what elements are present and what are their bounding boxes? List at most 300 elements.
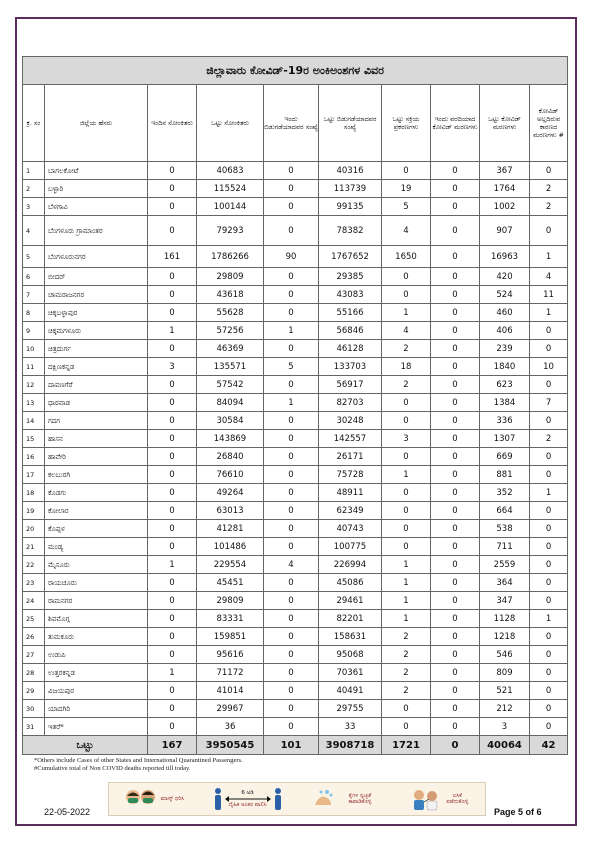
cell-today-discharged: 0 xyxy=(264,180,319,198)
cell-serial: 19 xyxy=(23,502,45,520)
cell-total-discharged: 40491 xyxy=(319,682,382,700)
mask-face-icon xyxy=(124,787,158,811)
cell-non-covid-deaths: 1 xyxy=(530,484,568,502)
table-row xyxy=(23,592,568,610)
cell-today-infected: 1 xyxy=(148,664,197,682)
cell-non-covid-deaths: 0 xyxy=(530,448,568,466)
cell-total-deaths: 881 xyxy=(480,466,530,484)
cell-non-covid-deaths: 0 xyxy=(530,574,568,592)
cell-today-discharged: 0 xyxy=(264,340,319,358)
cell-today-deaths: 0 xyxy=(431,268,480,286)
header-total-discharged: ಒಟ್ಟು ಬಿಡುಗಡೆಯಾದವರ ಸಂಖ್ಯೆ xyxy=(319,85,382,162)
table-row xyxy=(23,628,568,646)
cell-serial: 5 xyxy=(23,246,45,268)
header-today-infected: ಇಂದಿನ ಸೋಂಕಿತರು xyxy=(148,85,197,162)
cell-district: ಬಳ್ಳಾರಿ xyxy=(45,180,148,198)
cell-today-discharged: 0 xyxy=(264,430,319,448)
cell-today-discharged: 0 xyxy=(264,412,319,430)
cell-total-deaths: 212 xyxy=(480,700,530,718)
cell-non-covid-deaths: 1 xyxy=(530,246,568,268)
cell-today-deaths: 0 xyxy=(431,520,480,538)
table-row xyxy=(23,484,568,502)
cell-active-cases: 18 xyxy=(382,358,431,376)
cell-today-infected: 0 xyxy=(148,286,197,304)
total-row xyxy=(23,736,568,755)
cell-total-infected: 29967 xyxy=(197,700,264,718)
cell-total-deaths: 239 xyxy=(480,340,530,358)
cell-total-infected: 41281 xyxy=(197,520,264,538)
cell-district: ರಾಯಚೂರು xyxy=(45,574,148,592)
cell-active-cases: 1650 xyxy=(382,246,431,268)
cell-serial: 14 xyxy=(23,412,45,430)
cell-today-deaths: 0 xyxy=(431,664,480,682)
cell-total-deaths: 2559 xyxy=(480,556,530,574)
cell-today-infected: 0 xyxy=(148,340,197,358)
banner-hygiene xyxy=(311,787,382,811)
cell-today-infected: 0 xyxy=(148,718,197,736)
cell-active-cases: 1 xyxy=(382,466,431,484)
cell-total-deaths: 538 xyxy=(480,520,530,538)
page-indicator xyxy=(494,807,542,817)
cell-today-discharged: 0 xyxy=(264,216,319,246)
cell-active-cases: 1 xyxy=(382,610,431,628)
cell-total-discharged: 226994 xyxy=(319,556,382,574)
cell-district: ಚಿತ್ರದುರ್ಗ xyxy=(45,340,148,358)
table-row xyxy=(23,700,568,718)
cell-district: ಕಲಬುರಗಿ xyxy=(45,466,148,484)
cell-today-discharged: 0 xyxy=(264,700,319,718)
cell-today-deaths: 0 xyxy=(431,574,480,592)
cell-today-infected: 0 xyxy=(148,646,197,664)
cell-total-infected: 100144 xyxy=(197,198,264,216)
page-separator: of xyxy=(523,807,537,817)
cell-active-cases: 0 xyxy=(382,394,431,412)
cell-today-discharged: 0 xyxy=(264,592,319,610)
cell-today-infected: 0 xyxy=(148,538,197,556)
cell-active-cases: 1 xyxy=(382,304,431,322)
cell-today-deaths: 0 xyxy=(431,246,480,268)
cell-district: ಬೆಂಗಳೂರು ಗ್ರಾಮಾಂತರ xyxy=(45,216,148,246)
cell-active-cases: 2 xyxy=(382,376,431,394)
cell-today-discharged: 0 xyxy=(264,664,319,682)
cell-serial: 31 xyxy=(23,718,45,736)
page-prefix: Page xyxy=(494,807,519,817)
table-row xyxy=(23,268,568,286)
cell-serial: 23 xyxy=(23,574,45,592)
header-serial: ಕ್ರ. ಸಂ xyxy=(23,85,45,162)
cell-active-cases: 1 xyxy=(382,574,431,592)
cell-total-deaths: 336 xyxy=(480,412,530,430)
cell-today-discharged: 0 xyxy=(264,466,319,484)
table-row xyxy=(23,162,568,180)
table-row xyxy=(23,718,568,736)
cell-district: ಯಾದಗಿರಿ xyxy=(45,700,148,718)
cell-total-infected: 71172 xyxy=(197,664,264,682)
banner-vaccine xyxy=(411,787,470,811)
cell-district: ಹಾವೇರಿ xyxy=(45,448,148,466)
cell-total-discharged: 55166 xyxy=(319,304,382,322)
cell-total-infected: 101486 xyxy=(197,538,264,556)
cell-active-cases: 0 xyxy=(382,286,431,304)
cell-district: ಗದಗ xyxy=(45,412,148,430)
cell-non-covid-deaths: 0 xyxy=(530,556,568,574)
cell-today-deaths: 0 xyxy=(431,556,480,574)
cell-district: ಚಿಕ್ಕಮಗಳೂರು xyxy=(45,322,148,340)
cell-district: ಹಾಸನ xyxy=(45,430,148,448)
cell-serial: 7 xyxy=(23,286,45,304)
cell-today-deaths: 0 xyxy=(431,448,480,466)
table-row xyxy=(23,180,568,198)
cell-today-discharged: 0 xyxy=(264,538,319,556)
covid-district-table-wrapper xyxy=(22,56,567,755)
cell-today-discharged: 1 xyxy=(264,322,319,340)
cell-non-covid-deaths: 0 xyxy=(530,502,568,520)
cell-non-covid-deaths: 1 xyxy=(530,304,568,322)
cell-today-deaths: 0 xyxy=(431,628,480,646)
cell-total-discharged: 26171 xyxy=(319,448,382,466)
cell-district: ರಾಮನಗರ xyxy=(45,592,148,610)
cell-total-infected: 63013 xyxy=(197,502,264,520)
table-row xyxy=(23,520,568,538)
cell-total-infected: 115524 xyxy=(197,180,264,198)
table-row xyxy=(23,340,568,358)
cell-today-infected: 0 xyxy=(148,180,197,198)
cell-total-deaths: 352 xyxy=(480,484,530,502)
cell-total-infected: 79293 xyxy=(197,216,264,246)
cell-total-deaths: 1128 xyxy=(480,610,530,628)
header-total-infected: ಒಟ್ಟು ಸೋಂಕಿತರು xyxy=(197,85,264,162)
cell-serial: 4 xyxy=(23,216,45,246)
cell-today-infected: 0 xyxy=(148,216,197,246)
cell-today-deaths: 0 xyxy=(431,502,480,520)
report-date: 22-05-2022 xyxy=(44,807,91,817)
cell-total-discharged: 40743 xyxy=(319,520,382,538)
cell-today-discharged: 0 xyxy=(264,682,319,700)
cell-total-discharged: 30248 xyxy=(319,412,382,430)
cell-today-infected: 0 xyxy=(148,268,197,286)
cell-total-deaths: 406 xyxy=(480,322,530,340)
cell-total-discharged: 95068 xyxy=(319,646,382,664)
cell-total-infected: 159851 xyxy=(197,628,264,646)
cell-today-infected: 0 xyxy=(148,682,197,700)
cell-today-deaths: 0 xyxy=(431,340,480,358)
cell-district: ಧಾರವಾಡ xyxy=(45,394,148,412)
cell-today-deaths: 0 xyxy=(431,216,480,246)
cell-non-covid-deaths: 0 xyxy=(530,664,568,682)
cell-serial: 13 xyxy=(23,394,45,412)
cell-active-cases: 0 xyxy=(382,162,431,180)
cell-active-cases: 5 xyxy=(382,198,431,216)
cell-active-cases: 0 xyxy=(382,412,431,430)
table-row xyxy=(23,610,568,628)
distance-label: 6 ಅಡಿ xyxy=(241,790,254,796)
cell-total-discharged: 48911 xyxy=(319,484,382,502)
cell-non-covid-deaths: 0 xyxy=(530,520,568,538)
cell-total-deaths: 524 xyxy=(480,286,530,304)
covid-district-table xyxy=(22,56,568,755)
cell-today-deaths: 0 xyxy=(431,162,480,180)
cell-district: ಉತ್ತರಕನ್ನಡ xyxy=(45,664,148,682)
table-row xyxy=(23,646,568,664)
cell-total-discharged: 82201 xyxy=(319,610,382,628)
cell-total-infected: 45451 xyxy=(197,574,264,592)
cell-total-deaths: 669 xyxy=(480,448,530,466)
cell-today-infected: 0 xyxy=(148,610,197,628)
hygiene-label: ಕೈಗಳ ಸ್ವಚ್ಛತೆ ಕಾಪಾಡಿಕೊಳ್ಳಿ xyxy=(348,793,372,805)
cell-today-discharged: 0 xyxy=(264,162,319,180)
cell-today-deaths: 0 xyxy=(431,538,480,556)
cell-total-discharged: 56917 xyxy=(319,376,382,394)
cell-total-infected: 29809 xyxy=(197,268,264,286)
cell-today-infected: 3 xyxy=(148,358,197,376)
cell-active-cases: 0 xyxy=(382,268,431,286)
cell-non-covid-deaths: 0 xyxy=(530,322,568,340)
cell-active-cases: 3 xyxy=(382,430,431,448)
cell-serial: 11 xyxy=(23,358,45,376)
cell-non-covid-deaths: 0 xyxy=(530,538,568,556)
cell-district: ಚಿಕ್ಕಬಳ್ಳಾಪುರ xyxy=(45,304,148,322)
cell-active-cases: 4 xyxy=(382,216,431,246)
cell-today-discharged: 5 xyxy=(264,358,319,376)
cell-non-covid-deaths: 0 xyxy=(530,412,568,430)
page-total: 6 xyxy=(536,807,542,817)
cell-total-discharged: 62349 xyxy=(319,502,382,520)
cell-today-deaths: 0 xyxy=(431,484,480,502)
cell-total-deaths: 460 xyxy=(480,304,530,322)
cell-non-covid-deaths: 0 xyxy=(530,466,568,484)
person-icon xyxy=(214,787,222,811)
cell-active-cases: 0 xyxy=(382,502,431,520)
footnote-others: *Others include Cases of other States and International Quarantined Passengers. xyxy=(34,757,243,764)
cell-district: ಬೆಂಗಳೂರುನಗರ xyxy=(45,246,148,268)
cell-total-deaths: 809 xyxy=(480,664,530,682)
header-row xyxy=(23,85,568,162)
cell-total-deaths: 546 xyxy=(480,646,530,664)
cell-serial: 25 xyxy=(23,610,45,628)
header-non-covid-deaths: ಕೋವಿಡ್ ಅಲ್ಲದಿರುವ ಕಾರಣದ ಮರಣಗಳು # xyxy=(530,85,568,162)
cell-serial: 6 xyxy=(23,268,45,286)
cell-today-infected: 0 xyxy=(148,162,197,180)
cell-total-infected: 229554 xyxy=(197,556,264,574)
table-row xyxy=(23,376,568,394)
table-title: ಜಿಲ್ಲಾವಾರು ಕೋವಿಡ್-19ರ ಅಂಕಿಅಂಶಗಳ ವಿವರ xyxy=(23,57,568,85)
cell-non-covid-deaths: 10 xyxy=(530,358,568,376)
table-row xyxy=(23,664,568,682)
cell-serial: 2 xyxy=(23,180,45,198)
cell-serial: 17 xyxy=(23,466,45,484)
cell-today-deaths: 0 xyxy=(431,198,480,216)
table-row xyxy=(23,412,568,430)
cell-total-infected: 135571 xyxy=(197,358,264,376)
cell-non-covid-deaths: 0 xyxy=(530,162,568,180)
cell-today-discharged: 0 xyxy=(264,198,319,216)
cell-today-discharged: 90 xyxy=(264,246,319,268)
page-current: 5 xyxy=(518,807,524,817)
cell-today-deaths: 0 xyxy=(431,304,480,322)
cell-total-discharged: 133703 xyxy=(319,358,382,376)
banner-distance xyxy=(214,787,282,811)
cell-today-deaths: 0 xyxy=(431,286,480,304)
cell-today-discharged: 0 xyxy=(264,304,319,322)
cell-serial: 16 xyxy=(23,448,45,466)
table-row xyxy=(23,502,568,520)
cell-non-covid-deaths: 4 xyxy=(530,268,568,286)
cell-today-infected: 0 xyxy=(148,592,197,610)
cell-non-covid-deaths: 0 xyxy=(530,718,568,736)
cell-today-infected: 0 xyxy=(148,430,197,448)
cell-district: ವಿಜಯಪುರ xyxy=(45,682,148,700)
cell-total-infected: 30584 xyxy=(197,412,264,430)
cell-serial: 20 xyxy=(23,520,45,538)
cell-district: ಬೀದರ್ xyxy=(45,268,148,286)
cell-total-discharged: 78382 xyxy=(319,216,382,246)
cell-total-deaths: 664 xyxy=(480,502,530,520)
cell-today-deaths: 0 xyxy=(431,412,480,430)
cell-district: ಕೊಡಗು xyxy=(45,484,148,502)
cell-active-cases: 0 xyxy=(382,718,431,736)
cell-total-discharged: 113739 xyxy=(319,180,382,198)
cell-district: ಶಿವಮೊಗ್ಗ xyxy=(45,610,148,628)
cell-total-deaths: 367 xyxy=(480,162,530,180)
cell-total-discharged: 158631 xyxy=(319,628,382,646)
total-label: ಒಟ್ಟು xyxy=(23,736,148,755)
total-cell: 3908718 xyxy=(319,736,382,755)
cell-non-covid-deaths: 7 xyxy=(530,394,568,412)
cell-total-deaths: 420 xyxy=(480,268,530,286)
cell-district: ಮಂಡ್ಯ xyxy=(45,538,148,556)
cell-today-infected: 1 xyxy=(148,322,197,340)
cell-today-infected: 0 xyxy=(148,376,197,394)
cell-total-deaths: 1002 xyxy=(480,198,530,216)
cell-serial: 9 xyxy=(23,322,45,340)
cell-non-covid-deaths: 0 xyxy=(530,646,568,664)
total-cell: 3950545 xyxy=(197,736,264,755)
cell-total-discharged: 1767652 xyxy=(319,246,382,268)
table-row xyxy=(23,538,568,556)
cell-district: ಇತರೆ* xyxy=(45,718,148,736)
cell-total-discharged: 43083 xyxy=(319,286,382,304)
cell-active-cases: 0 xyxy=(382,538,431,556)
cell-serial: 10 xyxy=(23,340,45,358)
cell-today-deaths: 0 xyxy=(431,700,480,718)
cell-today-deaths: 0 xyxy=(431,610,480,628)
table-row xyxy=(23,358,568,376)
cell-total-discharged: 82703 xyxy=(319,394,382,412)
table-row xyxy=(23,216,568,246)
table-body xyxy=(23,162,568,736)
total-cell: 42 xyxy=(530,736,568,755)
cell-today-deaths: 0 xyxy=(431,358,480,376)
total-cell: 101 xyxy=(264,736,319,755)
cell-total-discharged: 75728 xyxy=(319,466,382,484)
cell-today-deaths: 0 xyxy=(431,646,480,664)
cell-serial: 22 xyxy=(23,556,45,574)
cell-total-deaths: 1764 xyxy=(480,180,530,198)
cell-district: ಮೈಸೂರು xyxy=(45,556,148,574)
cell-total-deaths: 1218 xyxy=(480,628,530,646)
cell-district: ಬೆಳಗಾವಿ xyxy=(45,198,148,216)
table-row xyxy=(23,466,568,484)
cell-serial: 21 xyxy=(23,538,45,556)
table-row xyxy=(23,574,568,592)
header-district: ಜಿಲ್ಲೆಯ ಹೆಸರು xyxy=(45,85,148,162)
cell-today-infected: 0 xyxy=(148,448,197,466)
cell-total-deaths: 16963 xyxy=(480,246,530,268)
cell-today-infected: 0 xyxy=(148,520,197,538)
cell-today-discharged: 0 xyxy=(264,574,319,592)
cell-total-infected: 57542 xyxy=(197,376,264,394)
cell-today-deaths: 0 xyxy=(431,430,480,448)
total-cell: 40064 xyxy=(480,736,530,755)
cell-today-infected: 0 xyxy=(148,502,197,520)
cell-district: ಕೋಲಾರ xyxy=(45,502,148,520)
cell-total-deaths: 364 xyxy=(480,574,530,592)
distance-caption: ದೈಹಿಕ ಅಂತರ ಪಾಲಿಸಿ xyxy=(228,802,267,808)
cell-non-covid-deaths: 2 xyxy=(530,430,568,448)
cell-active-cases: 0 xyxy=(382,484,431,502)
table-row xyxy=(23,430,568,448)
cell-today-discharged: 0 xyxy=(264,718,319,736)
cell-today-discharged: 0 xyxy=(264,448,319,466)
cell-total-infected: 49264 xyxy=(197,484,264,502)
cell-today-discharged: 0 xyxy=(264,520,319,538)
cell-today-discharged: 1 xyxy=(264,394,319,412)
cell-total-deaths: 347 xyxy=(480,592,530,610)
cell-active-cases: 2 xyxy=(382,664,431,682)
cell-non-covid-deaths: 0 xyxy=(530,700,568,718)
cell-non-covid-deaths: 11 xyxy=(530,286,568,304)
cell-total-discharged: 99135 xyxy=(319,198,382,216)
cell-total-infected: 26840 xyxy=(197,448,264,466)
cell-non-covid-deaths: 0 xyxy=(530,592,568,610)
cell-serial: 8 xyxy=(23,304,45,322)
cell-non-covid-deaths: 0 xyxy=(530,682,568,700)
cell-total-infected: 57256 xyxy=(197,322,264,340)
cell-total-infected: 29809 xyxy=(197,592,264,610)
header-total-deaths: ಒಟ್ಟು ಕೋವಿಡ್ ಮರಣಗಳು xyxy=(480,85,530,162)
cell-district: ಚಾಮರಾಜನಗರ xyxy=(45,286,148,304)
cell-non-covid-deaths: 0 xyxy=(530,376,568,394)
cell-today-infected: 1 xyxy=(148,556,197,574)
cell-today-infected: 0 xyxy=(148,484,197,502)
cell-active-cases: 1 xyxy=(382,556,431,574)
cell-active-cases: 0 xyxy=(382,520,431,538)
cell-today-deaths: 0 xyxy=(431,394,480,412)
cell-total-infected: 95616 xyxy=(197,646,264,664)
cell-total-infected: 1786266 xyxy=(197,246,264,268)
table-row xyxy=(23,322,568,340)
cell-total-deaths: 907 xyxy=(480,216,530,246)
cell-today-discharged: 4 xyxy=(264,556,319,574)
hand-wash-icon xyxy=(311,787,335,811)
cell-today-infected: 0 xyxy=(148,394,197,412)
cell-today-discharged: 0 xyxy=(264,628,319,646)
cell-total-infected: 46369 xyxy=(197,340,264,358)
table-row xyxy=(23,246,568,268)
cell-non-covid-deaths: 2 xyxy=(530,198,568,216)
person-icon xyxy=(274,787,282,811)
cell-today-discharged: 0 xyxy=(264,268,319,286)
cell-total-deaths: 1840 xyxy=(480,358,530,376)
cell-total-infected: 55628 xyxy=(197,304,264,322)
table-row xyxy=(23,448,568,466)
cell-total-infected: 76610 xyxy=(197,466,264,484)
cell-total-infected: 41014 xyxy=(197,682,264,700)
cell-today-discharged: 0 xyxy=(264,502,319,520)
cell-district: ಬಾಗಲಕೋಟೆ xyxy=(45,162,148,180)
cell-serial: 1 xyxy=(23,162,45,180)
cell-total-infected: 43618 xyxy=(197,286,264,304)
